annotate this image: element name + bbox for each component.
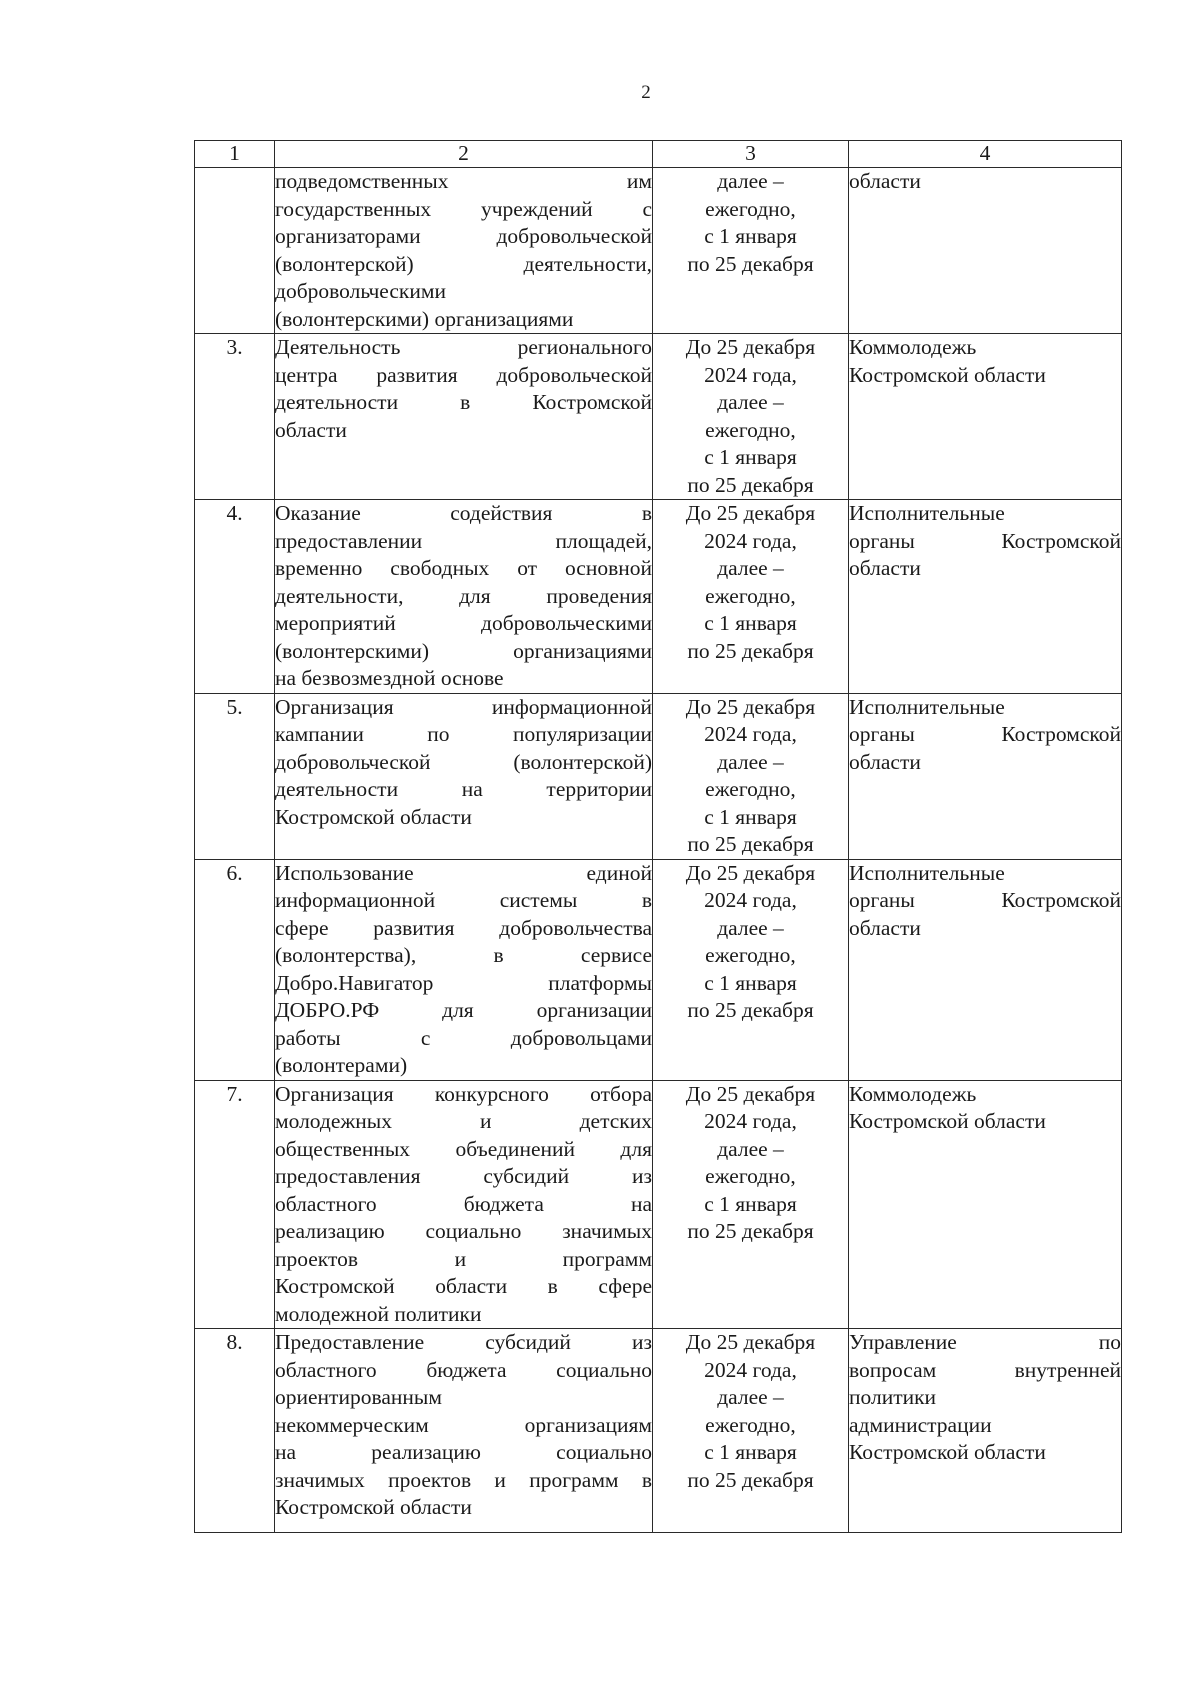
- activity-deadline-line: с 1 января: [704, 1440, 797, 1464]
- activity-deadline-line: 2024 года,: [704, 1357, 797, 1382]
- responsible-party-line: Костромской области: [849, 362, 1046, 387]
- activity-deadline-line: 2024 года,: [704, 528, 797, 553]
- activity-deadline-line: с 1 января: [704, 224, 797, 248]
- activity-description-line: добровольческой (волонтерской): [275, 749, 652, 774]
- activity-deadline-line: по 25 декабря: [687, 832, 814, 856]
- activity-description-line: центра развития добровольческой: [275, 362, 652, 387]
- activity-description: [275, 500, 653, 694]
- activity-deadline-line: с 1 января: [704, 1191, 797, 1216]
- activity-description: [275, 1080, 653, 1329]
- activity-description-line: общественных объединений для: [275, 1136, 652, 1161]
- responsible-party-line: Коммолодежь: [849, 335, 977, 359]
- responsible-party: [849, 1080, 1122, 1329]
- activity-description-line: Костромской области в сфере: [275, 1274, 652, 1298]
- responsible-party-line: вопросам внутренней: [849, 1357, 1121, 1382]
- row-number: [195, 168, 275, 334]
- activity-description-line: Костромской области: [275, 1495, 472, 1519]
- row-number: 5.: [195, 693, 275, 859]
- activity-description-line: мероприятий добровольческими: [275, 611, 652, 635]
- activity-deadline-line: далее –: [717, 1136, 784, 1161]
- activity-deadline-line: по 25 декабря: [687, 1219, 814, 1243]
- activities-table: [194, 140, 1122, 1533]
- responsible-party-line: Костромской области: [849, 1109, 1046, 1133]
- activity-deadline-line: по 25 декабря: [687, 638, 814, 663]
- activity-deadline-line: До 25 декабря: [685, 694, 816, 719]
- row-number: 7.: [195, 1080, 275, 1329]
- activity-description-line: Организация информационной: [275, 694, 652, 719]
- activity-description-line: проектов и программ: [275, 1246, 652, 1271]
- activity-deadline-line: ежегодно,: [705, 777, 796, 801]
- responsible-party: [849, 693, 1122, 859]
- activity-deadline: [653, 859, 849, 1080]
- activity-deadline-line: ежегодно,: [705, 1164, 796, 1188]
- activity-deadline-line: далее –: [717, 169, 784, 193]
- activity-description-line: добровольческими: [275, 279, 446, 303]
- activity-description-line: кампании по популяризации: [275, 722, 652, 746]
- activity-deadline: [653, 693, 849, 859]
- activity-description-line: (волонтерами): [275, 1053, 408, 1077]
- activity-description-line: областного бюджета на: [275, 1191, 652, 1216]
- responsible-party-line: органы Костромской: [849, 888, 1121, 912]
- activity-description-line: Использование единой: [275, 860, 652, 885]
- activity-deadline-line: 2024 года,: [704, 362, 797, 387]
- activity-description-line: значимых проектов и программ в: [275, 1467, 652, 1492]
- activity-description-line: области: [275, 417, 347, 442]
- table-body: [195, 168, 1122, 1533]
- activity-description-line: на безвозмездной основе: [275, 666, 504, 690]
- activity-description-line: реализацию социально значимых: [275, 1219, 652, 1243]
- page-number: 2: [641, 82, 651, 103]
- responsible-party-line: Исполнительные: [849, 501, 1005, 525]
- responsible-party-line: администрации: [849, 1412, 992, 1437]
- activity-description-line: государственных учреждений с: [275, 196, 652, 221]
- activity-deadline-line: с 1 января: [704, 611, 797, 635]
- header-col-1: 1: [195, 141, 275, 168]
- activity-deadline: [653, 1080, 849, 1329]
- activity-deadline-line: До 25 декабря: [685, 335, 816, 359]
- activity-description-line: деятельности на территории: [275, 777, 652, 801]
- activity-description-line: предоставления субсидий из: [275, 1164, 652, 1188]
- activity-description-line: молодежной политики: [275, 1301, 482, 1326]
- activity-description-line: молодежных и детских: [275, 1109, 652, 1133]
- activity-description: [275, 168, 653, 334]
- row-number: 8.: [195, 1329, 275, 1533]
- activity-deadline-line: До 25 декабря: [685, 1081, 816, 1106]
- header-col-2: 2: [275, 141, 653, 168]
- activity-description: [275, 693, 653, 859]
- header-col-4: 4: [849, 141, 1122, 168]
- activity-deadline-line: далее –: [717, 390, 784, 414]
- activity-description-line: организаторами добровольческой: [275, 224, 652, 248]
- activity-deadline-line: ежегодно,: [705, 1412, 796, 1437]
- activity-description-line: ориентированным: [275, 1385, 442, 1409]
- responsible-party-line: области: [849, 749, 921, 774]
- activity-deadline-line: До 25 декабря: [685, 501, 816, 525]
- activity-deadline: [653, 1329, 849, 1533]
- responsible-party-line: Костромской области: [849, 1440, 1046, 1464]
- activity-deadline-line: 2024 года,: [704, 888, 797, 912]
- responsible-party-line: области: [849, 915, 921, 940]
- activity-description-line: на реализацию социально: [275, 1440, 652, 1464]
- activity-description: [275, 859, 653, 1080]
- responsible-party-line: политики: [849, 1385, 937, 1409]
- responsible-party-line: Исполнительные: [849, 860, 1005, 885]
- activity-description-line: Организация конкурсного отбора: [275, 1081, 652, 1106]
- activity-description-line: деятельности, для проведения: [275, 583, 652, 608]
- activity-deadline-line: по 25 декабря: [687, 1467, 814, 1492]
- activity-description-line: Костромской области: [275, 804, 472, 829]
- responsible-party-line: органы Костромской: [849, 528, 1121, 553]
- header-col-3: 3: [653, 141, 849, 168]
- activity-deadline: [653, 500, 849, 694]
- activity-description: [275, 334, 653, 500]
- row-number: 6.: [195, 859, 275, 1080]
- activity-description-line: работы с добровольцами: [275, 1025, 652, 1050]
- activity-deadline-line: 2024 года,: [704, 722, 797, 746]
- activity-deadline-line: 2024 года,: [704, 1109, 797, 1133]
- activity-description-line: временно свободных от основной: [275, 556, 652, 580]
- activity-description-line: предоставлении площадей,: [275, 528, 652, 553]
- responsible-party-line: Коммолодежь: [849, 1081, 977, 1106]
- activity-deadline-line: ежегодно,: [705, 196, 796, 221]
- activity-deadline-line: До 25 декабря: [685, 860, 816, 885]
- activity-deadline: [653, 334, 849, 500]
- table-header: [195, 141, 1122, 168]
- responsible-party-line: области: [849, 169, 921, 193]
- activity-description-line: Деятельность регионального: [275, 335, 652, 359]
- table-row: [195, 168, 1122, 334]
- activity-deadline-line: До 25 декабря: [685, 1330, 816, 1354]
- table-row: [195, 693, 1122, 859]
- activity-deadline-line: ежегодно,: [705, 417, 796, 442]
- responsible-party: [849, 334, 1122, 500]
- responsible-party-line: Исполнительные: [849, 694, 1005, 719]
- activity-description-line: (волонтерской) деятельности,: [275, 251, 652, 276]
- table-row: [195, 1329, 1122, 1533]
- responsible-party-line: Управление по: [849, 1330, 1121, 1354]
- activity-deadline-line: с 1 января: [704, 970, 797, 995]
- responsible-party: [849, 500, 1122, 694]
- responsible-party-line: области: [849, 556, 921, 580]
- activity-deadline: [653, 168, 849, 334]
- activity-description-line: подведомственных им: [275, 169, 652, 193]
- responsible-party: [849, 859, 1122, 1080]
- activity-description: [275, 1329, 653, 1533]
- activity-description-line: (волонтерскими) организациями: [275, 638, 652, 663]
- activity-description-line: сфере развития добровольчества: [275, 915, 652, 940]
- activity-deadline-line: по 25 декабря: [687, 251, 814, 276]
- responsible-party: [849, 1329, 1122, 1533]
- table-row: [195, 500, 1122, 694]
- activity-description-line: Добро.Навигатор платформы: [275, 970, 652, 995]
- activity-deadline-line: далее –: [717, 556, 784, 580]
- activity-deadline-line: с 1 января: [704, 445, 797, 469]
- table-row: [195, 1080, 1122, 1329]
- activity-deadline-line: далее –: [717, 749, 784, 774]
- activity-description-line: некоммерческим организациям: [275, 1412, 652, 1437]
- activity-deadline-line: с 1 января: [704, 804, 797, 829]
- activity-description-line: Оказание содействия в: [275, 501, 652, 525]
- row-number: 4.: [195, 500, 275, 694]
- activity-deadline-line: ежегодно,: [705, 943, 796, 967]
- activity-description-line: областного бюджета социально: [275, 1357, 652, 1382]
- responsible-party-line: органы Костромской: [849, 722, 1121, 746]
- activity-deadline-line: далее –: [717, 1385, 784, 1409]
- table-row: [195, 859, 1122, 1080]
- activity-description-line: деятельности в Костромской: [275, 390, 652, 414]
- activity-description-line: ДОБРО.РФ для организации: [275, 998, 652, 1022]
- activity-description-line: информационной системы в: [275, 888, 652, 912]
- activity-deadline-line: далее –: [717, 915, 784, 940]
- activity-deadline-line: ежегодно,: [705, 583, 796, 608]
- responsible-party: [849, 168, 1122, 334]
- row-number: 3.: [195, 334, 275, 500]
- table-row: [195, 334, 1122, 500]
- activity-description-line: (волонтерскими) организациями: [275, 306, 574, 331]
- activity-deadline-line: по 25 декабря: [687, 472, 814, 497]
- activity-description-line: Предоставление субсидий из: [275, 1330, 652, 1354]
- activity-description-line: (волонтерства), в сервисе: [275, 943, 652, 967]
- activity-deadline-line: по 25 декабря: [687, 998, 814, 1022]
